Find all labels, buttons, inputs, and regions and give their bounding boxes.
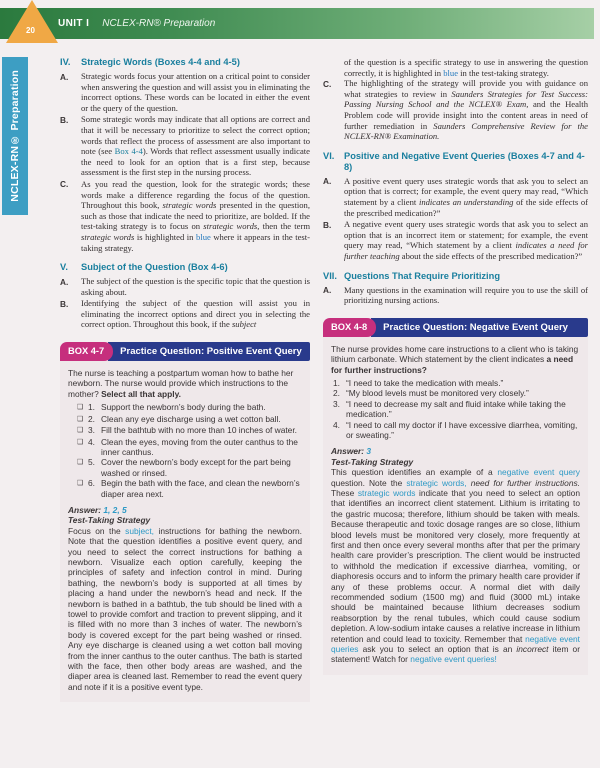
- box-body: [60, 361, 310, 702]
- option-number: 4.: [333, 419, 340, 430]
- checkbox-icon: ❑: [77, 459, 84, 467]
- page-number: 20: [26, 26, 35, 35]
- right-column: [323, 57, 588, 702]
- option-number: 2.: [333, 388, 340, 399]
- section-heading-v: [60, 262, 310, 273]
- item-text: Many questions in the examination will require you to use the skill of prioritizing nursing actions.: [344, 284, 588, 306]
- option-number: 4.: [88, 436, 95, 447]
- option-text: “My blood levels must be monitored very closely.”: [346, 388, 529, 399]
- option-text: Fill the bathtub with no more than 10 inches of water.: [101, 425, 297, 436]
- item-text: The subject of the question is the specific topic that the question is asking about.: [81, 276, 310, 297]
- option-text: Clean any eye discharge using a wet cotton ball.: [101, 413, 281, 424]
- option-number: 3.: [333, 398, 340, 409]
- item-letter: A.: [323, 285, 332, 295]
- option-number: 2.: [88, 413, 95, 424]
- unit-label: UNIT I: [58, 18, 90, 29]
- answer-option: [333, 399, 580, 420]
- section-number: V.: [60, 262, 68, 273]
- checkbox-icon: ❑: [77, 415, 84, 423]
- practice-box-4-7: [60, 342, 310, 702]
- option-text: Clean the eyes, moving from the outer canthus to the inner canthus.: [101, 436, 298, 457]
- box-number-badge: BOX 4-7: [60, 342, 113, 361]
- list-item: [60, 179, 310, 253]
- sidebar-chapter-tab: [2, 57, 28, 215]
- list-item: [323, 78, 588, 142]
- answer-option: [77, 402, 302, 413]
- strategy-heading: Test-Taking Strategy: [68, 515, 151, 526]
- option-text: “I need to call my doctor if I have excessive diarrhea, vomiting, or sweating.”: [346, 419, 578, 440]
- option-number: 5.: [88, 457, 95, 468]
- question-text: The nurse is teaching a postpartum woman how to bathe her newborn. The nurse would provide which instructions to the mother? Select all that apply.: [68, 368, 294, 399]
- options-list: [333, 378, 580, 440]
- answer-line: [331, 446, 580, 456]
- answer-option: [333, 420, 580, 441]
- section-title: Positive and Negative Event Queries (Boxes 4-7 and 4-8): [344, 150, 585, 172]
- item-text: Some strategic words may indicate that all options are correct and that it will be necessary to prioritize to select the correct option; words that reflect the process of assessment are also important to note (see Box 4-4). Words that reflect assessment usually indicate the need to look for an option that is a first step, because assessment is the first step in the nursing process.: [81, 114, 310, 178]
- option-number: 1.: [333, 377, 340, 388]
- section-title: Questions That Require Prioritizing: [344, 270, 500, 281]
- checkbox-icon: ❑: [77, 438, 84, 446]
- box-title: Practice Question: Positive Event Query: [108, 342, 310, 361]
- section-number: VII.: [323, 270, 337, 281]
- unit-header-bar: [0, 8, 594, 39]
- item-letter: A.: [60, 71, 69, 82]
- item-letter: B.: [323, 219, 332, 230]
- item-letter: B.: [60, 298, 69, 309]
- answer-option: [77, 457, 302, 478]
- section-title: Subject of the Question (Box 4-6): [81, 262, 228, 273]
- section-heading-iv: [60, 57, 310, 68]
- unit-title: NCLEX-RN® Preparation: [102, 18, 216, 29]
- answer-option: [333, 388, 580, 398]
- item-letter: A.: [60, 276, 69, 287]
- strategy-text: This question identifies an example of a negative event query question. Note the strategic words, need for further instructions. These strategic words indicate that you need to select an option that identifies an incorrect client statement. Lithium is irritating to the gastric mucosa; therefore, lithium should be taken with meals. Because therapeutic and toxic dosage ranges are so close, lithium blood levels must be monitored very closely, more frequently at first and then once every several months after that per the primary health care provider’s prescription. The client would be instructed to withhold the medication if excessive diarrhea, vomiting, or diaphoresis occurs and to inform the primary health care provider if any of these problems occur. A normal diet with daily recommended sodium (1500 mg) and fluid (3000 mL) intake should be maintained because lithium decreases sodium reabsorption by the renal tubules, which could cause sodium depletion. A low-sodium intake causes a relative increase in lithium retention and could lead to toxicity. Remember that negative event queries ask you to select an option that is an incorrect item or statement! Watch for negative event queries!: [331, 467, 580, 665]
- list-item: [60, 298, 310, 330]
- answer-line: [68, 505, 302, 515]
- item-text: A negative event query uses strategic words that ask you to select an option that is an incorrect item or statement; for example, the event query may read, “Which statement by a client indicates a need for further teaching about the side effects of the prescribed medication?”: [344, 219, 588, 261]
- item-text: Strategic words focus your attention on a critical point to consider when answering the question and will assist you in eliminating the incorrect options. These words can be located in either the event or the query of the question.: [81, 71, 310, 113]
- question-text: The nurse provides home care instructions to a client who is taking lithium carbonate. Which statement by the client indicates a need for further instructions?: [331, 343, 579, 375]
- box-header: [60, 342, 310, 361]
- page-body: [60, 57, 588, 702]
- list-item: [60, 276, 310, 297]
- section-number: IV.: [60, 57, 71, 67]
- option-number: 1.: [88, 402, 95, 413]
- option-text: Cover the newborn’s body except for the part being washed or rinsed.: [101, 457, 291, 478]
- section-heading-vi: [323, 151, 588, 173]
- list-item: [323, 285, 588, 306]
- item-text: Identifying the subject of the question will assist you in eliminating the incorrect options and direct you in selecting the correct option. Throughout this book, if the subject: [81, 298, 310, 330]
- options-list: [77, 402, 302, 499]
- answer-option: [77, 425, 302, 436]
- answer-label: Answer:: [331, 446, 365, 457]
- page-corner-triangle: [6, 0, 58, 43]
- option-number: 3.: [88, 425, 95, 436]
- continuation-text: of the question is a specific strategy to use in answering the question correctly, it is highlighted in blue in the test-taking strategy.: [344, 57, 588, 78]
- section-title: Strategic Words (Boxes 4-4 and 4-5): [81, 57, 240, 67]
- box-title: Practice Question: Negative Event Query: [371, 318, 588, 337]
- item-letter: B.: [60, 114, 69, 125]
- box-body: [323, 337, 588, 675]
- item-letter: C.: [60, 179, 69, 190]
- list-item: [323, 219, 588, 261]
- answer-value: 3: [366, 446, 372, 457]
- answer-option: [333, 378, 580, 388]
- checkbox-icon: ❑: [77, 480, 84, 488]
- answer-option: [77, 414, 302, 425]
- strategy-text: Focus on the subject, instructions for bathing the newborn. Note that the question identifies a positive event query, and you need to select the correct instructions for bathing a newborn. Visualize each option carefully, keeping the principles of safety and infection control in mind. During bathing, the newborn’s body is supported at all times by placing a hand under the newborn’s head and neck. If the newborn is bathed in a bathtub, the tub should be lined with a towel to provide comfort and traction to prevent slipping, and it is filled with no more than 3 inches of water. The newborn’s body is covered except for the part being washed or rinsed. Any eye discharge is cleaned using a wet cotton ball moving from the inner canthus to the outer canthus. The bath is started with the face, then other body areas are washed, and the diaper area is cleaned last. Remember to read the event query and note if it is a positive event type.: [68, 525, 302, 692]
- box-header: [323, 318, 588, 337]
- item-text: As you read the question, look for the strategic words; these words make a difference regarding the focus of the question. Throughout this book, strategic words presented in the question, such as those that indicate the need to prioritize, are bolded. If the test-taking strategy is to focus on strategic words, then the term strategic words is highlighted in blue where it appears in the test-taking strategy.: [81, 178, 311, 253]
- section-number: VI.: [323, 150, 335, 161]
- option-number: 6.: [88, 478, 95, 489]
- list-item: [60, 114, 310, 178]
- answer-label: Answer:: [68, 504, 102, 515]
- item-letter: C.: [323, 78, 332, 89]
- option-text: Begin the bath with the face, and clean the newborn’s diaper area next.: [101, 478, 300, 499]
- option-text: “I need to decrease my salt and fluid intake while taking the medication.”: [346, 398, 566, 420]
- sidebar-tab-label: NCLEX-RN® Preparation: [9, 70, 21, 202]
- item-letter: A.: [323, 176, 332, 187]
- section-heading-vii: [323, 271, 588, 282]
- list-item: [60, 71, 310, 113]
- item-text: A positive event query uses strategic words that ask you to select an option that is correct; for example, the event query may read, “Which statement by a client indicates an understanding of the side effects of the prescribed medication?”: [344, 175, 588, 218]
- option-text: Support the newborn’s body during the bath.: [101, 402, 266, 413]
- checkbox-icon: ❑: [77, 404, 84, 412]
- answer-option: [77, 478, 302, 499]
- left-column: [60, 57, 310, 702]
- checkbox-icon: ❑: [77, 427, 84, 435]
- list-item: [323, 176, 588, 218]
- option-text: “I need to take the medication with meals.”: [346, 377, 504, 388]
- strategy-heading: Test-Taking Strategy: [331, 456, 414, 467]
- box-number-badge: BOX 4-8: [323, 318, 376, 337]
- practice-box-4-8: [323, 318, 588, 675]
- answer-value: 1, 2, 5: [103, 504, 127, 515]
- item-text: The highlighting of the strategy will provide you with guidance on what strategies to review in Saunders Strategies for Test Success: Passing Nursing School and the NCLEX® Exam, and the Health Problem code will provide insight into the content areas in need of further remediation in Saunders Comprehensive Review for the NCLEX-RN® Examination.: [344, 78, 589, 142]
- answer-option: [77, 437, 302, 458]
